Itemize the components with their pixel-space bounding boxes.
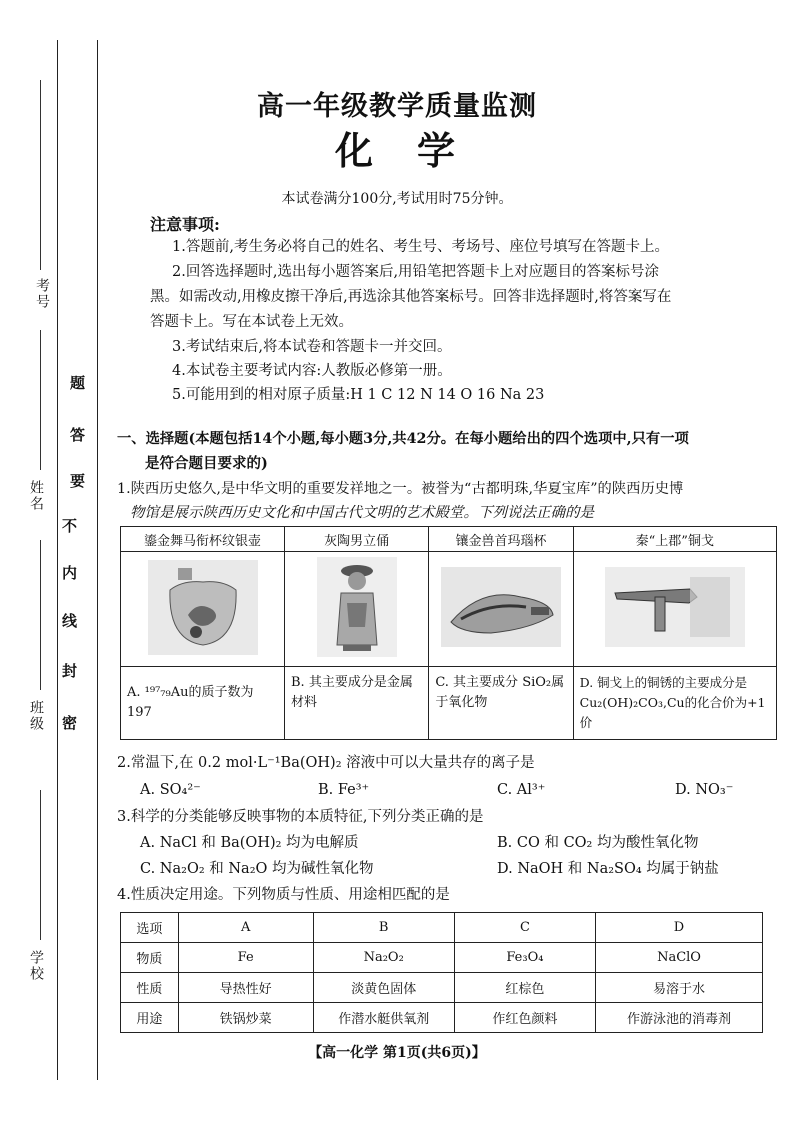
q1-header-c: 镶金兽首玛瑙杯 <box>429 527 573 552</box>
class-label: 班级 <box>28 700 44 732</box>
q1-option-b[interactable]: B. 其主要成分是金属材料 <box>285 667 429 740</box>
seal-char-4: 不 <box>62 517 78 535</box>
q3-option-c[interactable]: C. Na₂O₂ 和 Na₂O 均为碱性氧化物 <box>140 861 374 877</box>
q1-option-a[interactable]: A. ¹⁹⁷₇₉Au的质子数为197 <box>121 667 285 740</box>
q1-header-a: 鎏金舞马衔杯纹银壶 <box>121 527 285 552</box>
q4-cell: 易溶于水 <box>596 973 763 1003</box>
seal-char-6: 线 <box>62 612 78 630</box>
seal-char-7: 封 <box>62 662 78 680</box>
q1-option-c[interactable]: C. 其主要成分 SiO₂属于氧化物 <box>429 667 573 740</box>
section1-line-1: 一、选择题(本题包括14个小题,每小题3分,共42分。在每小题给出的四个选项中,只有一项 <box>117 431 689 447</box>
q4-cell[interactable]: A <box>178 913 313 943</box>
q4-cell[interactable]: B <box>313 913 454 943</box>
silver-pot-image <box>148 560 258 655</box>
q2-stem: 2.常温下,在 0.2 mol·L⁻¹Ba(OH)₂ 溶液中可以大量共存的离子是 <box>117 755 535 771</box>
school-label: 学校 <box>28 950 44 982</box>
q4-cell: 物质 <box>121 943 179 973</box>
q1-image-cell-d <box>573 552 776 667</box>
q2-option-d[interactable]: D. NO₃⁻ <box>675 782 734 798</box>
q2-option-a[interactable]: A. SO₄²⁻ <box>140 782 201 798</box>
q2-option-c[interactable]: C. Al³⁺ <box>497 782 546 798</box>
notice-line-4: 答题卡上。写在本试卷上无效。 <box>150 314 353 330</box>
q4-cell: 选项 <box>121 913 179 943</box>
notice-line-6: 4.本试卷主要考试内容:人教版必修第一册。 <box>172 363 452 379</box>
notice-line-7: 5.可能用到的相对原子质量:H 1 C 12 N 14 O 16 Na 23 <box>172 387 545 403</box>
q4-cell: Fe <box>178 943 313 973</box>
q4-cell: NaClO <box>596 943 763 973</box>
bronze-dagger-axe-image <box>605 567 745 647</box>
q3-option-a[interactable]: A. NaCl 和 Ba(OH)₂ 均为电解质 <box>140 835 359 851</box>
q4-cell: 铁锅炒菜 <box>178 1003 313 1033</box>
page-footer: 【高一化学 第1页(共6页)】 <box>308 1045 486 1061</box>
q4-cell: 作游泳池的消毒剂 <box>596 1003 763 1033</box>
q1-image-cell-b <box>285 552 429 667</box>
q4-cell: Na₂O₂ <box>313 943 454 973</box>
score-info: 本试卷满分100分,考试用时75分钟。 <box>281 191 513 207</box>
notice-line-3: 黑。如需改动,用橡皮擦干净后,再选涂其他答案标号。回答非选择题时,将答案写在 <box>150 289 672 305</box>
school-blank[interactable] <box>40 790 41 940</box>
exam-title: 高一年级教学质量监测 <box>257 91 537 122</box>
q4-table <box>120 912 763 1033</box>
seal-char-3: 要 <box>70 472 86 490</box>
q3-stem: 3.科学的分类能够反映事物的本质特征,下列分类正确的是 <box>117 809 484 825</box>
q4-cell: 性质 <box>121 973 179 1003</box>
q1-line-1: 1.陕西历史悠久,是中华文明的重要发祥地之一。被誉为“古都明珠,华夏宝库”的陕西历史博 <box>117 481 684 497</box>
q4-cell: Fe₃O₄ <box>454 943 595 973</box>
q4-cell: 淡黄色固体 <box>313 973 454 1003</box>
q4-cell[interactable]: C <box>454 913 595 943</box>
q4-cell: 红棕色 <box>454 973 595 1003</box>
q4-stem: 4.性质决定用途。下列物质与性质、用途相匹配的是 <box>117 887 450 903</box>
q4-cell[interactable]: D <box>596 913 763 943</box>
q4-row-header <box>121 913 763 943</box>
name-label: 姓名 <box>28 480 44 512</box>
q3-option-d[interactable]: D. NaOH 和 Na₂SO₄ 均属于钠盐 <box>497 861 719 877</box>
seal-char-5: 内 <box>62 564 78 582</box>
q1-table <box>120 526 777 740</box>
notice-heading: 注意事项: <box>150 215 220 234</box>
q1-option-d[interactable]: D. 铜戈上的铜锈的主要成分是 Cu₂(OH)₂CO₃,Cu的化合价为+1价 <box>573 667 776 740</box>
seal-char-1: 题 <box>70 374 86 392</box>
class-blank[interactable] <box>40 540 41 690</box>
q3-option-b[interactable]: B. CO 和 CO₂ 均为酸性氧化物 <box>497 835 699 851</box>
q4-cell: 导热性好 <box>178 973 313 1003</box>
q4-cell: 作红色颜料 <box>454 1003 595 1033</box>
pottery-figure-image <box>317 557 397 657</box>
q4-row-property <box>121 973 763 1003</box>
q1-line-2: 物馆是展示陕西历史文化和中国古代文明的艺术殿堂。下列说法正确的是 <box>130 505 594 521</box>
name-blank[interactable] <box>40 330 41 470</box>
q1-image-cell-c <box>429 552 573 667</box>
q1-header-d: 秦“上郡”铜戈 <box>573 527 776 552</box>
q2-option-b[interactable]: B. Fe³⁺ <box>318 782 370 798</box>
section1-line-2: 是符合题目要求的) <box>145 455 268 472</box>
q1-image-cell-a <box>121 552 285 667</box>
seal-char-2: 答 <box>70 426 86 444</box>
q1-header-b: 灰陶男立俑 <box>285 527 429 552</box>
q4-cell: 用途 <box>121 1003 179 1033</box>
q4-row-substance <box>121 943 763 973</box>
notice-line-5: 3.考试结束后,将本试卷和答题卡一并交回。 <box>172 339 452 355</box>
subject-title: 化学 <box>334 128 499 173</box>
notice-line-1: 1.答题前,考生务必将自己的姓名、考生号、考场号、座位号填写在答题卡上。 <box>172 239 669 255</box>
q4-cell: 作潜水艇供氧剂 <box>313 1003 454 1033</box>
q4-row-use <box>121 1003 763 1033</box>
exam-no-label: 考号 <box>34 278 50 310</box>
agate-cup-image <box>441 567 561 647</box>
notice-line-2: 2.回答选择题时,选出每小题答案后,用铅笔把答题卡上对应题目的答案标号涂 <box>172 264 660 280</box>
seal-char-8: 密 <box>62 714 78 732</box>
